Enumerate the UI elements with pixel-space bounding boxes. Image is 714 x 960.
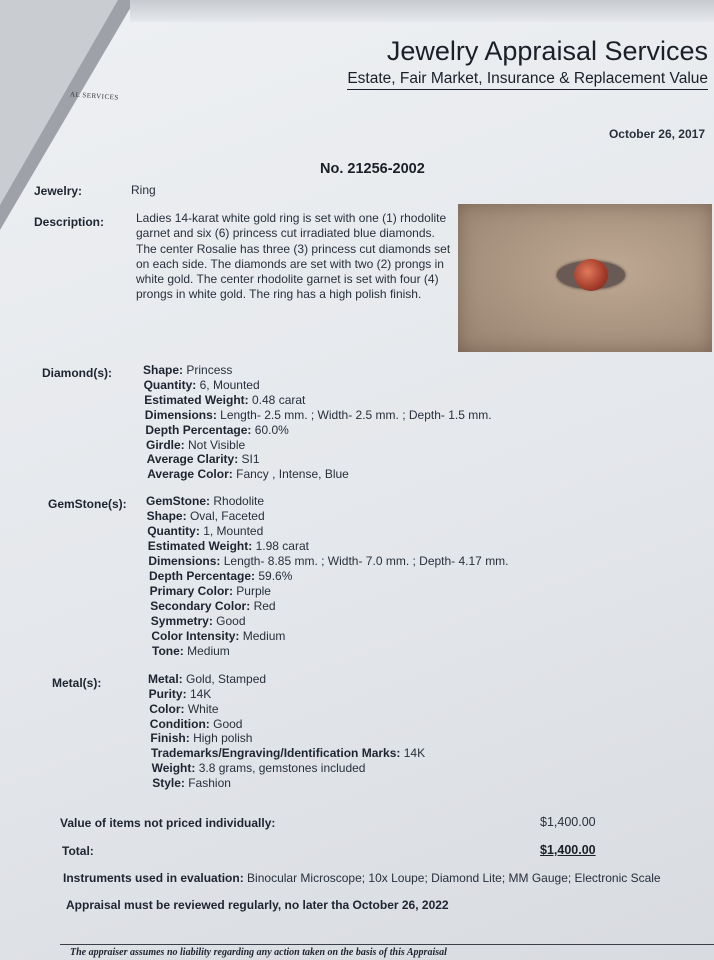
items-value-amount: $1,400.00 — [540, 815, 596, 829]
diamond-field-value: Princess — [186, 363, 233, 377]
total-label: Total: — [62, 844, 94, 858]
gemstone-field-row — [147, 524, 263, 538]
diamond-field-row — [143, 363, 232, 377]
instruments-label: Instruments used in evaluation: — [63, 871, 244, 885]
metal-field-row — [150, 731, 252, 745]
ring-stone-image — [574, 259, 608, 291]
gemstone-field-value: 1, Mounted — [203, 523, 264, 538]
diamond-field-row — [145, 408, 492, 422]
metal-field-key: Metal: — [148, 672, 183, 686]
metal-field-row — [148, 672, 266, 686]
appraisal-date: October 26, 2017 — [608, 127, 705, 141]
diamond-field-key: Estimated Weight: — [144, 392, 249, 407]
metal-field-value: White — [187, 701, 219, 716]
diamond-field-key: Depth Percentage: — [145, 422, 252, 437]
jewelry-value: Ring — [131, 183, 156, 197]
company-tagline: Estate, Fair Market, Insurance & Replacement Value — [347, 70, 708, 90]
metal-field-row — [150, 717, 243, 731]
company-logo: AL SERVICES — [69, 90, 120, 102]
gemstone-field-key: Tone: — [152, 643, 184, 658]
metal-field-row — [149, 687, 212, 701]
description-text: Ladies 14-karat white gold ring is set with one (1) rhodolite garnet and six (6) princess cut irradiated blue diamonds. The center Rosalie has three (3) princess cut diamonds set on each side. The diamonds are set with two (2) prongs in white gold. The center rhodolite garnet is set with four (4) prongs in white gold. The ring has a high polish finish. — [136, 211, 451, 302]
gemstone-field-row — [146, 494, 264, 508]
instruments-value: Binocular Microscope; 10x Loupe; Diamond Lite; MM Gauge; Electronic Scale — [247, 871, 661, 885]
description-label: Description: — [34, 215, 105, 229]
gemstone-field-key: Primary Color: — [149, 583, 233, 598]
gemstones-label: GemStone(s): — [48, 497, 127, 511]
gemstone-field-row — [151, 614, 246, 628]
items-value-label: Value of items not priced individually: — [60, 816, 276, 830]
diamond-field-value: Length- 2.5 mm. ; Width- 2.5 mm. ; Depth- 1.5 mm. — [220, 407, 492, 422]
diamond-field-value: Not Visible — [188, 437, 246, 452]
metal-field-value: High polish — [193, 731, 253, 746]
gemstone-field-value: Red — [253, 598, 276, 613]
metal-field-value: 3.8 grams, gemstones included — [198, 761, 366, 776]
gemstone-field-key: Dimensions: — [148, 553, 221, 568]
gemstone-field-row — [152, 644, 230, 658]
appraisal-number: No. 21256-2002 — [320, 161, 425, 177]
gemstone-field-value: Rhodolite — [213, 494, 265, 508]
metal-field-key: Condition: — [149, 716, 210, 731]
company-name: Jewelry Appraisal Services — [386, 36, 708, 66]
gemstone-field-value: Length- 8.85 mm. ; Width- 7.0 mm. ; Depth- 4.17 mm. — [223, 553, 509, 568]
diamonds-label: Diamond(s): — [42, 366, 112, 380]
diamond-field-value: 6, Mounted — [199, 377, 260, 392]
diamond-field-key: Average Clarity: — [146, 452, 239, 467]
gemstone-field-key: Estimated Weight: — [147, 538, 253, 553]
gemstone-field-value: Oval, Faceted — [189, 508, 265, 523]
diamond-field-key: Shape: — [143, 363, 184, 377]
diamond-field-value: SI1 — [241, 452, 260, 467]
footer-divider — [60, 944, 714, 945]
metal-field-value: 14K — [403, 746, 426, 761]
gemstone-field-row — [148, 539, 309, 553]
gemstone-field-key: Color Intensity: — [151, 628, 240, 643]
diamond-field-value: 60.0% — [254, 422, 289, 437]
total-amount: $1,400.00 — [540, 843, 596, 857]
diamond-field-row — [147, 467, 349, 481]
diamond-field-row — [145, 423, 288, 437]
metal-field-value: 14K — [189, 686, 212, 701]
diamond-field-value: Fancy , Intense, Blue — [236, 467, 349, 482]
liability-disclaimer: The appraiser assumes no liability regarding any action taken on the basis of this Appraisal — [70, 947, 447, 958]
gemstone-field-row — [150, 584, 271, 598]
gemstone-field-value: Medium — [187, 643, 230, 658]
gemstone-field-row — [148, 554, 508, 568]
gemstone-field-row — [147, 509, 265, 523]
metal-field-value: Gold, Stamped — [186, 672, 267, 686]
metal-field-key: Color: — [149, 701, 185, 716]
gemstone-field-value: 1.98 carat — [255, 538, 309, 553]
metal-field-key: Finish: — [150, 731, 190, 746]
metal-field-value: Fashion — [188, 775, 231, 790]
gemstone-field-value: Good — [216, 613, 246, 628]
metal-field-row — [152, 776, 231, 790]
gemstone-field-key: Shape: — [146, 508, 187, 523]
diamond-field-key: Dimensions: — [144, 407, 217, 422]
gemstone-field-key: Depth Percentage: — [149, 568, 256, 583]
metal-field-row — [151, 746, 425, 760]
diamond-field-row — [146, 438, 245, 452]
jewelry-label: Jewelry: — [34, 184, 83, 198]
gemstone-field-row — [150, 599, 275, 613]
gemstone-field-value: Purple — [236, 583, 271, 598]
gemstone-field-value: Medium — [242, 628, 286, 643]
instruments-line — [63, 871, 661, 885]
diamond-field-row — [144, 393, 305, 407]
metal-field-key: Weight: — [151, 761, 196, 776]
review-note: Appraisal must be reviewed regularly, no later tha October 26, 2022 — [66, 898, 449, 912]
metal-field-key: Style: — [152, 775, 185, 790]
gemstone-field-key: Quantity: — [147, 523, 200, 538]
diamond-field-row — [147, 452, 260, 466]
diamond-field-key: Quantity: — [143, 377, 197, 392]
metal-field-row — [149, 702, 218, 716]
diamond-field-row — [144, 378, 260, 392]
metal-field-key: Purity: — [148, 686, 187, 701]
ring-photo — [458, 204, 712, 352]
gemstone-field-key: Secondary Color: — [150, 598, 251, 613]
metal-field-row — [152, 761, 366, 775]
gemstone-field-row — [149, 569, 292, 583]
metal-field-key: Trademarks/Engraving/Identification Marks: — [151, 746, 401, 761]
gemstone-field-key: Symmetry: — [150, 613, 213, 628]
diamond-field-value: 0.48 carat — [252, 392, 306, 407]
diamond-field-key: Average Color: — [147, 467, 233, 482]
gemstone-field-key: GemStone: — [146, 494, 211, 508]
metal-field-value: Good — [213, 716, 243, 731]
metals-label: Metal(s): — [52, 676, 102, 690]
gemstone-field-row — [151, 629, 285, 643]
diamond-field-key: Girdle: — [146, 437, 185, 452]
gemstone-field-value: 59.6% — [258, 568, 293, 583]
paper-top-edge — [130, 0, 714, 22]
paper-corner — [0, 0, 118, 205]
